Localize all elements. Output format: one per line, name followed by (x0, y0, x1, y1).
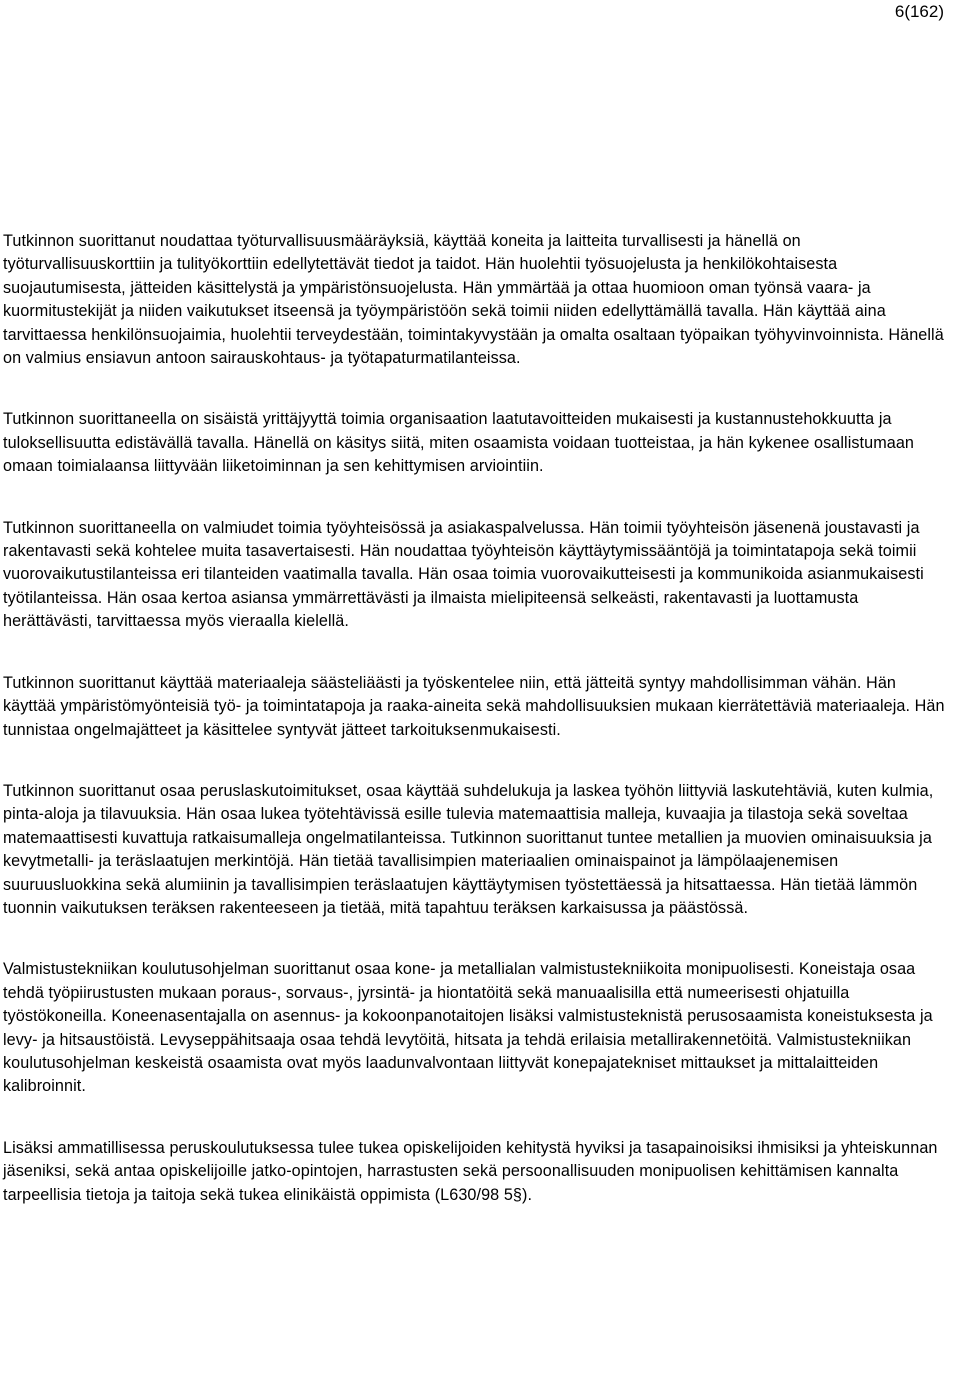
paragraph-materials-environment: Tutkinnon suorittanut käyttää materiaaleja säästeliäästi ja työskentelee niin, että jätteitä syntyy mahdollisimman vähän. Hän käyttää ympäristömyönteisiä työ- ja toimintatapoja ja raaka-aineita sekä mahdollisuuksien mukaan kierrätettäviä materiaaleja. Hän tunnistaa ongelmajätteet ja käsittelee syntyvät jätteet tarkoituksenmukaisesti. (3, 673, 945, 739)
page-number: 6(162) (894, 2, 944, 21)
paragraph-manufacturing-programme: Valmistustekniikan koulutusohjelman suorittanut osaa kone- ja metallialan valmistustekniikoita monipuolisesti. Koneistaja osaa tehdä työpiirustusten mukaan poraus-, sorvaus-, jyrsintä- ja hiontatöitä sekä manuaalisilla että numeerisesti ohjatuilla työstökoneilla. Koneenasentajalla on asennus- ja kokoonpanotaitojen lisäksi valmistusteknistä perusosaamista koneistuksesta ja levy- ja hitsaustöistä. Levyseppähitsaaja osaa tehdä levytöitä, hitsata ja tehdä erilaisia metallirakennetöitä. Valmistustekniikan koulutusohjelman keskeistä osaamista ovat myös laadunvalvontaan liittyvät konepajatekniset mittaukset ja mittalaitteiden kalibroinnit. (3, 960, 933, 1096)
paragraph-teamwork-customer-service: Tutkinnon suorittaneella on valmiudet toimia työyhteisössä ja asiakaspalvelussa. Hän toimii työyhteisön jäsenenä joustavasti ja rakentavasti sekä kohtelee muita tasavertaisesti. Hän noudattaa työyhteisön käyttäytymissääntöjä ja toimintatapoja sekä toimii vuorovaikutustilanteissa eri tilanteiden vaatimalla tavalla. Hän osaa toimia vuorovaikutteisesti ja kommunikoida asianmukaisesti työtilanteissa. Hän osaa kertoa asiansa ymmärrettävästi ja ilmaista mielipiteensä selkeästi, rakentavasti ja luottamusta herättävästi, tarvittaessa myös vieraalla kielellä. (3, 518, 924, 631)
document-body (3, 230, 951, 1245)
paragraph-occupational-safety: Tutkinnon suorittanut noudattaa työturvallisuusmääräyksiä, käyttää koneita ja laitteita turvallisesti ja hänellä on työturvallisuuskorttiin ja tulityökorttiin edellytettävät tiedot ja taidot. Hän huolehtii työsuojelusta ja henkilökohtaisesta suojautumisesta, jätteiden käsittelystä ja ympäristönsuojelusta. Hän ymmärtää ja ottaa huomioon oman työnsä vaara- ja kuormitustekijät ja niiden vaikutukset itseensä ja työympäristöön sekä toimii niiden edellyttämällä tavalla. Hän käyttää aina tarvittaessa henkilönsuojaimia, huolehtii terveydestään, toimintakyvystään ja omalta osaltaan työpaikan työhyvinvoinnista. Hänellä on valmius ensiavun antoon sairauskohtaus- ja työtapaturmatilanteissa. (3, 232, 944, 368)
paragraph-entrepreneurship: Tutkinnon suorittaneella on sisäistä yrittäjyyttä toimia organisaation laatutavoitteiden mukaisesti ja kustannustehokkuutta ja tuloksellisuutta edistävällä tavalla. Hänellä on käsitys siitä, miten osaamista voidaan tuotteistaa, ja hän kykenee osallistumaan omaan toimialaansa liittyvään liiketoiminnan ja sen kehittymisen arviointiin. (3, 410, 915, 476)
paragraph-mathematics-materials: Tutkinnon suorittanut osaa peruslaskutoimitukset, osaa käyttää suhdelukuja ja laskea työhön liittyviä laskutehtäviä, kuten kulmia, pinta-aloja ja tilavuuksia. Hän osaa lukea työtehtävissä esille tulevia matemaattisia malleja, kuvaajia ja tilastoja sekä soveltaa matemaattisesti kuvattuja ratkaisumalleja ongelmatilanteissa. Tutkinnon suorittanut tuntee metallien ja muovien ominaisuuksia ja kevytmetalli- ja teräslaatujen merkintöjä. Hän tietää tavallisimpien materiaalien ominaispainot ja lämpölaajenemisen suuruusluokkina sekä alumiinin ja tavallisimpien teräslaatujen käyttäytymisen työstettäessä ja hitsattaessa. Hän tietää lämmön tuonnin vaikutuksen teräksen rakenteeseen ja tietää, mitä tapahtuu teräksen karkaisussa ja päästössä. (3, 781, 934, 917)
paragraph-general-education: Lisäksi ammatillisessa peruskoulutuksessa tulee tukea opiskelijoiden kehitystä hyviksi ja tasapainoisiksi ihmisiksi ja yhteiskunnan jäseniksi, sekä antaa opiskelijoille jatko-opintojen, harrastusten sekä persoonallisuuden monipuolisen kehittämisen kannalta tarpeellisia tietoja ja taitoja sekä tukea elinikäistä oppimista (L630/98 5§). (3, 1138, 938, 1204)
